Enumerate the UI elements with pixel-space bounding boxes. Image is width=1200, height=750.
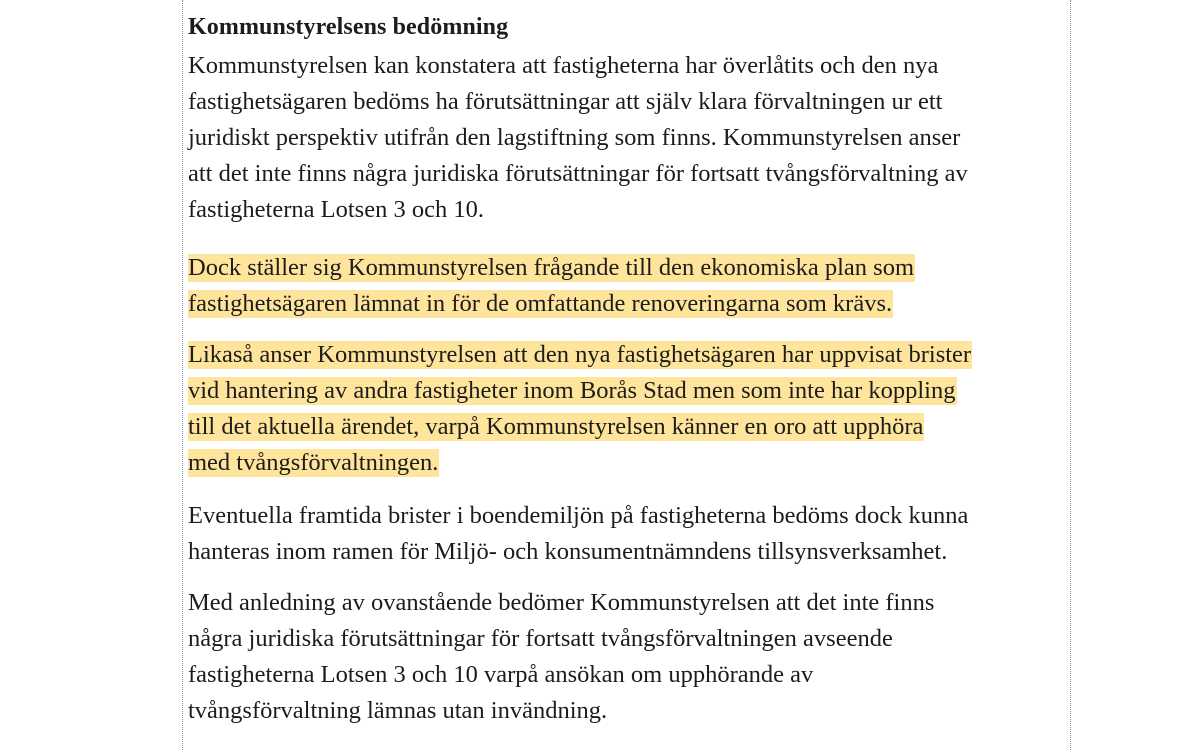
paragraph-future-deficiencies xyxy=(188,498,1068,570)
highlighted-line: fastighetsägaren lämnat in för de omfattande renoveringarna som krävs. xyxy=(188,290,893,317)
highlighted-line: med tvångsförvaltningen. xyxy=(188,449,439,476)
paragraph-assessment xyxy=(188,48,1068,228)
text-column xyxy=(182,0,1071,750)
paragraph-highlighted-concerns xyxy=(188,337,1068,481)
paragraph-highlighted-economic-plan xyxy=(188,250,1068,322)
text-line: fastigheterna Lotsen 3 och 10 varpå ansökan om upphörande av xyxy=(188,661,814,688)
highlighted-line: Likaså anser Kommunstyrelsen att den nya fastighetsägaren har uppvisat brister xyxy=(188,341,972,368)
text-line: Med anledning av ovanstående bedömer Kommunstyrelsen att det inte finns xyxy=(188,589,935,616)
highlighted-line: till det aktuella ärendet, varpå Kommunstyrelsen känner en oro att upphöra xyxy=(188,413,924,440)
highlighted-line: vid hantering av andra fastigheter inom Borås Stad men som inte har koppling xyxy=(188,377,956,404)
text-line: hanteras inom ramen för Miljö- och konsumentnämndens tillsynsverksamhet. xyxy=(188,538,948,565)
text-line: tvångsförvaltning lämnas utan invändning. xyxy=(188,697,608,724)
text-line: Kommunstyrelsen kan konstatera att fastigheterna har överlåtits och den nya xyxy=(188,52,939,79)
text-line: att det inte finns några juridiska förutsättningar för fortsatt tvångsförvaltning av xyxy=(188,160,968,187)
text-line: fastighetsägaren bedöms ha förutsättningar att själv klara förvaltningen ur ett xyxy=(188,88,943,115)
text-line: juridiskt perspektiv utifrån den lagstiftning som finns. Kommunstyrelsen anser xyxy=(188,124,961,151)
text-line: några juridiska förutsättningar för fortsatt tvångsförvaltningen avseende xyxy=(188,625,893,652)
highlighted-line: Dock ställer sig Kommunstyrelsen frågande till den ekonomiska plan som xyxy=(188,254,915,281)
text-line: fastigheterna Lotsen 3 och 10. xyxy=(188,196,484,223)
section-heading: Kommunstyrelsens bedömning xyxy=(188,14,509,40)
text-line: Eventuella framtida brister i boendemiljön på fastigheterna bedöms dock kunna xyxy=(188,502,969,529)
paragraph-conclusion xyxy=(188,585,1068,729)
